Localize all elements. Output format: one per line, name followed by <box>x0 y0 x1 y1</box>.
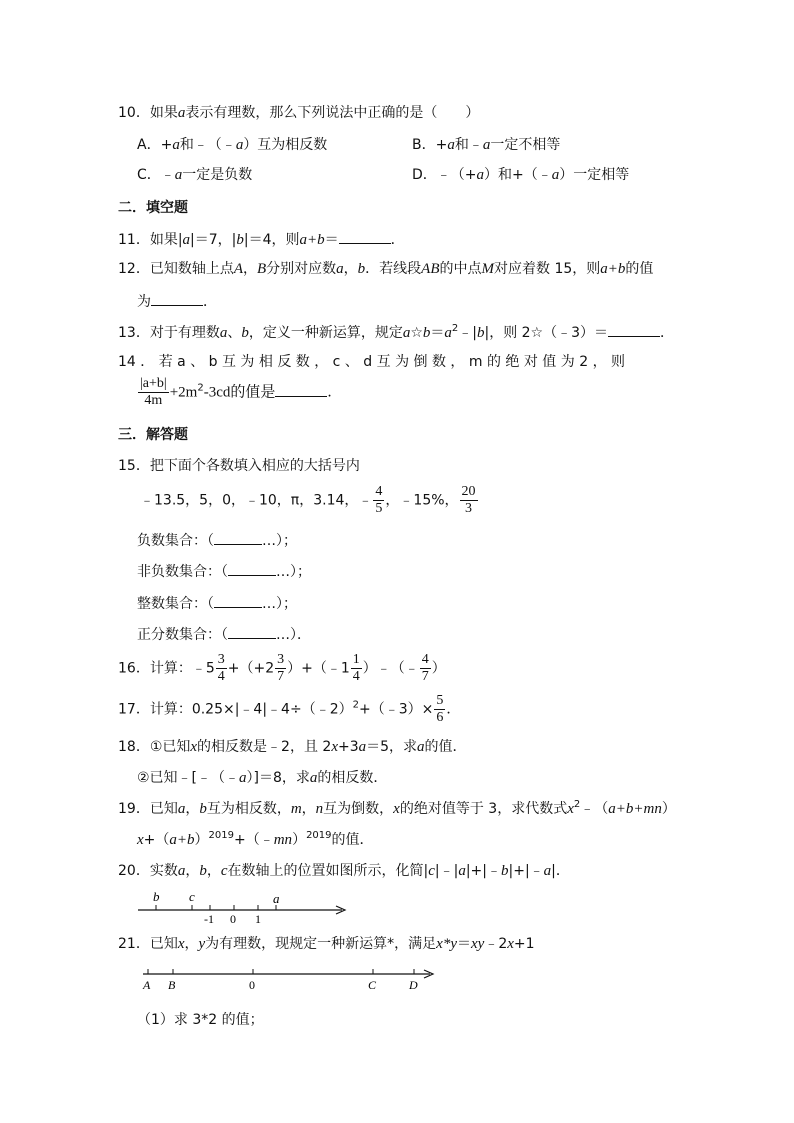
q10-option-d: D．﹣（+a）和+（﹣a）一定相等 <box>412 167 630 183</box>
label-C: C <box>368 978 377 992</box>
q20: 20．实数a，b，c在数轴上的位置如图所示，化简|c|﹣|a|+|﹣b|+|﹣a|． <box>118 863 570 879</box>
answer-blank <box>275 382 327 397</box>
answer-blank <box>339 229 391 244</box>
fraction-3-4: $\frac{3}{4}$ <box>217 652 225 684</box>
q10-option-a: A．+a和﹣（﹣a）互为相反数 <box>137 137 328 153</box>
q15-positive-fraction-set: 正分数集合：（ …）． <box>137 624 311 644</box>
answer-blank <box>214 530 262 545</box>
q14-line1: 14 ． 若 a 、 b 互 为 相 反 数 ， c 、 d 互 为 倒 数 ， m 的 绝 对 值 为 2 ， 则 <box>118 354 626 370</box>
fraction-4-5: $\frac{4}{5}$ <box>375 484 383 516</box>
label-A: A <box>143 978 151 992</box>
fraction-abs-a-plus-b-over-4m: $\frac{|a+b|}{4m}$ <box>140 376 167 408</box>
q15-nonnegative-set: 非负数集合：（ …）； <box>137 561 311 581</box>
fraction-5-6: $\frac{5}{6}$ <box>436 693 444 725</box>
q21-part1: （1）求 3*2 的值； <box>137 1012 264 1028</box>
q15-numbers: ﹣13.5，5，0，﹣10，π，3.14，﹣ $\frac{4}{5}$ ，﹣15%， $\frac{20}{3}$ <box>140 484 476 516</box>
q12-line2: 为 ． <box>137 291 217 311</box>
label-0: 0 <box>230 912 236 926</box>
answer-blank <box>151 291 203 306</box>
q21: 21．已知x，y为有理数，现规定一种新运算*，满足x*y＝xy﹣2x+1 <box>118 936 535 952</box>
label-D: D <box>409 978 418 992</box>
section-solution-heading: 三．解答题 <box>118 427 188 443</box>
label-b: b <box>153 889 160 904</box>
q10-option-b: B．+a和﹣a一定不相等 <box>412 137 561 153</box>
q21-number-line <box>140 966 450 996</box>
answer-blank <box>214 593 262 608</box>
fraction-3-7: $\frac{3}{7}$ <box>277 652 285 684</box>
answer-blank <box>228 624 276 639</box>
q13: 13．对于有理数a、b，定义一种新运算，规定$a☆b=a^2﹣|b|$，则 2☆（﹣3）＝ ． <box>118 323 675 341</box>
label-c: c <box>189 889 195 904</box>
q15-integer-set: 整数集合：（ …）； <box>137 593 297 613</box>
q20-number-line <box>135 888 375 926</box>
q10-stem: 10．如果a表示有理数，那么下列说法中正确的是（ ） <box>118 105 480 121</box>
q15-negative-set: 负数集合：（ …）； <box>137 530 297 550</box>
fraction-4-7: $\frac{4}{7}$ <box>421 652 429 684</box>
label-0: 0 <box>249 978 255 992</box>
label-1: 1 <box>255 912 261 926</box>
q14-line2: $\frac{|a+b|}{4m}$ $+2m^2-3cd$的值是 ． <box>140 376 342 408</box>
q19-line1: 19．已知a，b互为相反数，m，n互为倒数，x的绝对值等于 3，求代数式$x^2﹣(a+b+mn)$ <box>118 799 676 817</box>
fraction-1-4: $\frac{1}{4}$ <box>352 652 360 684</box>
q10-option-c: C．﹣a一定是负数 <box>137 167 253 183</box>
answer-blank <box>228 561 276 576</box>
q17: 17．计算：0.25×|﹣4|﹣4÷（﹣2）$^2$+（﹣3）× $\frac{5}{6}$ ． <box>118 693 461 725</box>
q18-part1: 18．①已知x的相反数是﹣2，且 2x+3a＝5，求a的值． <box>118 739 467 755</box>
label-a: a <box>273 891 280 906</box>
q18-part2: ②已知﹣[﹣（﹣a）]＝8，求a的相反数． <box>137 770 388 786</box>
answer-blank <box>608 322 660 337</box>
section-fill-in-heading: 二．填空题 <box>118 200 188 216</box>
label-B: B <box>168 978 176 992</box>
q15-title: 15．把下面个各数填入相应的大括号内 <box>118 458 360 474</box>
label-neg1: -1 <box>204 912 214 926</box>
fraction-20-3: $\frac{20}{3}$ <box>461 484 476 516</box>
q16: 16．计算：﹣5 $\frac{3}{4}$ +（+2 $\frac{3}{7}$ ）+（﹣1 $\frac{1}{4}$ ）﹣（﹣ $\frac{4}{7}$ ） <box>118 652 446 684</box>
q12-line1: 12．已知数轴上点A，B分别对应数a，b．若线段AB的中点M对应着数 15，则a+b的值 <box>118 261 654 277</box>
q11: 11．如果|a|＝7，|b|＝4，则a+b＝ ． <box>118 229 405 249</box>
q19-line2: $x+(a+b)^{2019}+(﹣mn)^{2019}$的值． <box>137 830 374 848</box>
